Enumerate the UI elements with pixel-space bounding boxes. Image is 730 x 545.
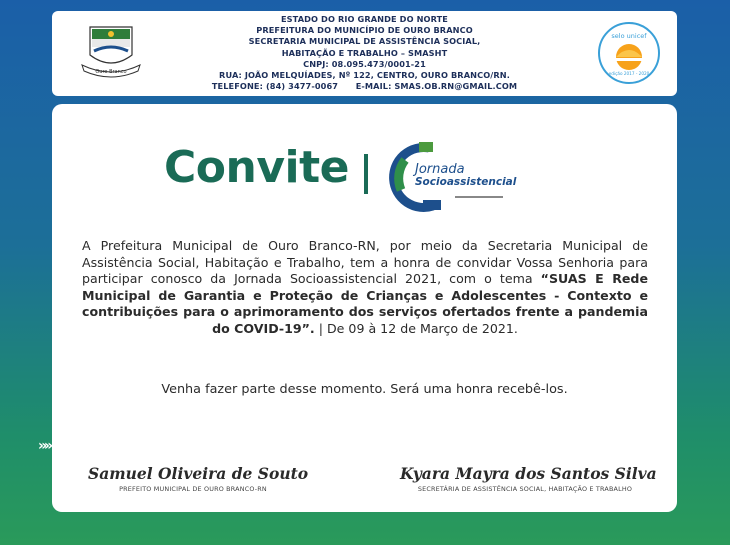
invitation-card bbox=[52, 104, 677, 512]
invitation-theme: “SUAS E Rede Municipal de Garantia e Proteção de Crianças e Adolescentes - Contexto e contribuições para o aprimoramento dos serviços ofertados frente a pandemia do COVID-19”. bbox=[82, 271, 648, 336]
signature-role: SECRETÁRIA DE ASSISTÊNCIA SOCIAL, HABITAÇÃO E TRABALHO bbox=[417, 485, 633, 493]
signature-role: PREFEITO MUNICIPAL DE OURO BRANCO-RN bbox=[119, 485, 267, 493]
header-card bbox=[52, 11, 677, 96]
header-line: SECRETARIA MUNICIPAL DE ASSISTÊNCIA SOCIAL, bbox=[248, 36, 481, 47]
convite-title: Convite bbox=[164, 142, 349, 193]
svg-text:selo unicef: selo unicef bbox=[611, 32, 647, 40]
title-divider bbox=[364, 154, 368, 194]
invitation-body bbox=[82, 238, 648, 337]
logo-socio-text: Socioassistencial bbox=[415, 176, 517, 188]
svg-text:Ouro Branco: Ouro Branco bbox=[95, 69, 127, 75]
invitation-dates: | De 09 à 12 de Março de 2021. bbox=[314, 320, 518, 336]
header-line: HABITAÇÃO E TRABALHO – SMASHT bbox=[281, 47, 448, 58]
header-text bbox=[162, 14, 567, 92]
invitation-intro: A Prefeitura Municipal de Ouro Branco-RN, por meio da Secretaria Municipal de Assistência Social, Habitação e Trabalho, tem a honra de convidar Vossa Senhoria para participar conosco da Jornada Socioassistencial 2021, com o tema bbox=[82, 238, 648, 286]
svg-text:edição 2017 - 2020: edição 2017 - 2020 bbox=[608, 71, 650, 76]
title-row bbox=[164, 140, 564, 210]
jornada-logo bbox=[389, 140, 519, 214]
header-line: PREFEITURA DO MUNICÍPIO DE OURO BRANCO bbox=[256, 25, 473, 36]
municipal-crest-icon bbox=[76, 21, 146, 81]
signature-name: Samuel Oliveira de Souto bbox=[88, 464, 309, 483]
selo-unicef-icon bbox=[597, 21, 661, 85]
signature-secretary bbox=[400, 464, 657, 493]
logo-jornada-text: Jornada bbox=[415, 162, 465, 177]
header-line: CNPJ: 08.095.473/0001-21 bbox=[303, 58, 426, 69]
header-line: RUA: JOÃO MELQUÍADES, Nº 122, CENTRO, OURO BRANCO/RN. bbox=[219, 70, 510, 81]
call-to-action: Venha fazer parte desse momento. Será uma honra recebê-los. bbox=[161, 382, 568, 397]
double-chevron-icon: »» bbox=[38, 438, 51, 454]
header-line: ESTADO DO RIO GRANDE DO NORTE bbox=[280, 14, 449, 24]
signature-name: Kyara Mayra dos Santos Silva bbox=[400, 464, 657, 483]
header-line: TELEFONE: (84) 3477-0067 E-MAIL: SMAS.OB.RN@GMAIL.COM bbox=[211, 81, 518, 92]
signature-mayor bbox=[88, 464, 309, 493]
